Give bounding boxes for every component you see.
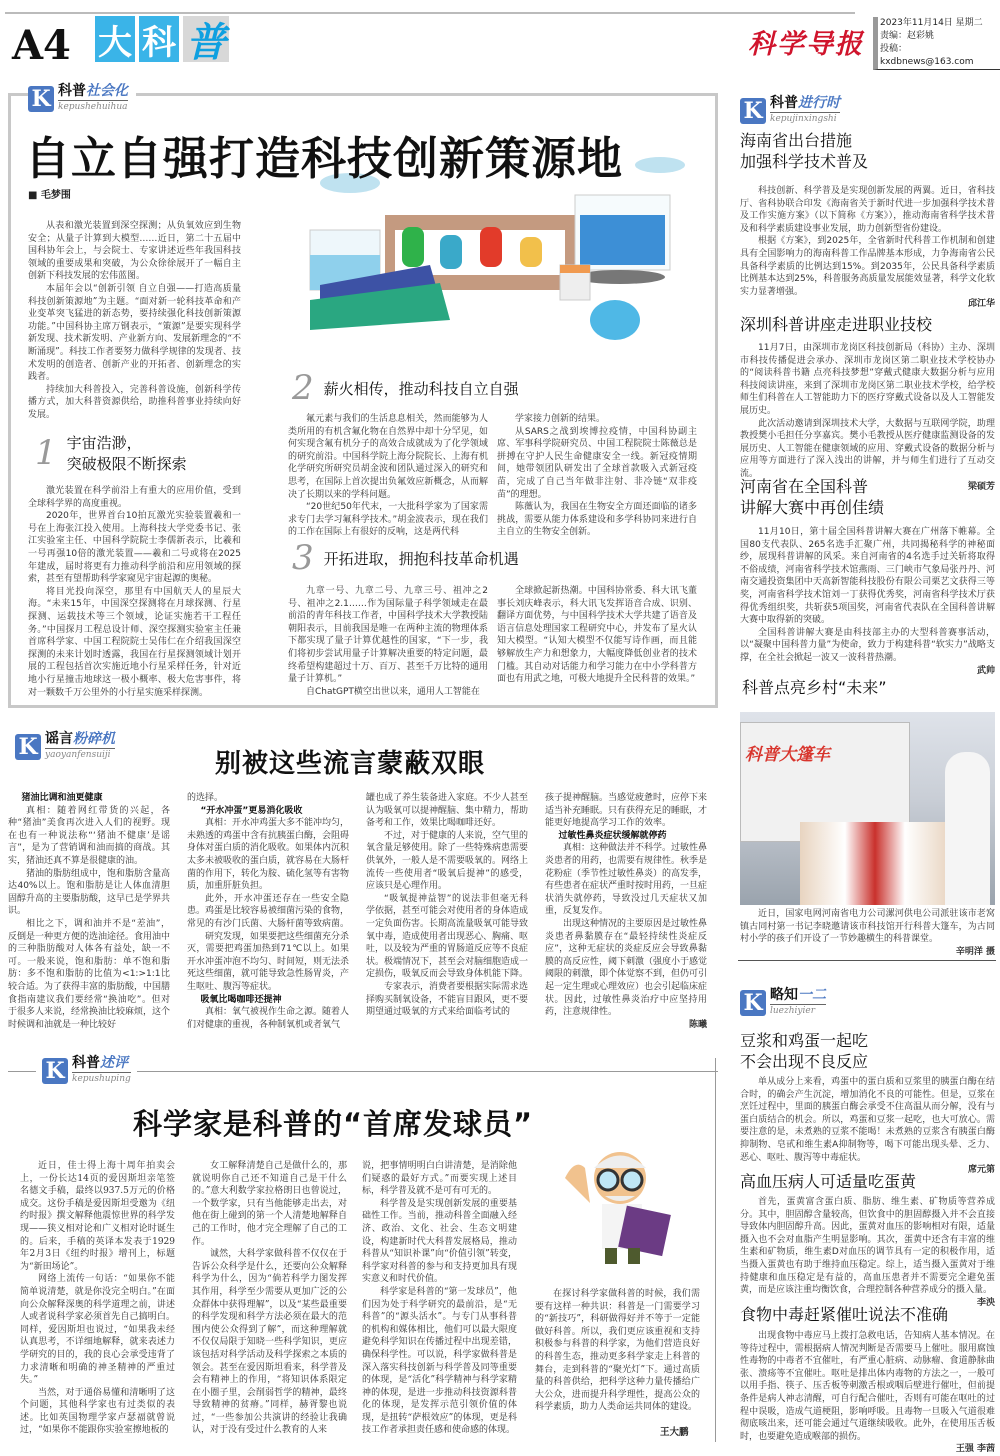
tip-title-soymilk — [740, 1030, 868, 1072]
headline-line: 河南省在全国科普 — [740, 477, 869, 496]
contact-email[interactable]: 投稿：kxdbnews@163.com — [873, 43, 1000, 70]
paragraph: 持续加大科普投入，完善科普设施，创新科学传播方式，加大科普资源供给，助推科普事业持续向好发展。 — [28, 384, 241, 420]
k-logo-icon: K — [740, 98, 766, 124]
commentary-col-3 — [362, 1160, 517, 1437]
rumor-col-1 — [8, 792, 170, 1031]
headline-line: 讲解大赛中再创佳绩 — [740, 498, 885, 517]
editor: 责编：赵彩姚 — [873, 30, 1000, 43]
section-3-col-1 — [288, 585, 488, 698]
photo-caption — [740, 908, 995, 958]
k-logo-icon: K — [28, 86, 54, 112]
photo-news-title: 科普点亮乡村“未来” — [742, 678, 887, 697]
news-title-henan — [740, 476, 884, 518]
paragraph: 真相：这种做法并不科学。过敏性鼻炎患者的用药，也需要有规律性。秋季是花粉症（季节性过敏性鼻炎）的高发季，有些患者在症状严重时按时用药，一旦症状消失就停药，导致没过几天症状又加重，反复发作。 — [545, 843, 708, 917]
news-text-henan — [740, 526, 995, 677]
column-name-accent: 粉碎机 — [73, 731, 115, 747]
intro-text — [28, 220, 241, 422]
paragraph: 学家接力创新的结果。 — [515, 414, 606, 424]
author-signature: 梁硕芳 — [967, 481, 995, 492]
column-name: 科普 — [770, 95, 798, 111]
headline-line: 高血压病人可适量吃蛋黄 — [740, 1172, 917, 1191]
column-header-kepushuping — [36, 1052, 137, 1084]
main-headline: 自立自强打造科技创新策源地 — [25, 132, 624, 185]
section-1-text — [28, 485, 241, 699]
paragraph: 出现这种情况的主要原因是过敏性鼻炎患者鼻黏膜存在“最轻持续性炎症反应”，这种无症状的炎症反应会导致鼻黏膜的高反应性，阈下刺激（强度小于感觉阈限的刺激，即个体觉察不到，但仍可引起一定生理或心理效应）也会引起临床症状。因此，过敏性鼻炎治疗中应坚持用药，注意规律性。 — [545, 918, 708, 1018]
rumor-col-4 — [545, 792, 707, 1031]
column-pinyin: yaoyanfensuiji — [45, 748, 115, 760]
masthead-logo: 科学导报 — [748, 29, 864, 60]
column-name: 科普 — [58, 83, 86, 99]
column-header-kepushehuihua — [28, 80, 136, 112]
issue-date: 2023年11月14日 星期二 — [873, 17, 1000, 30]
author-signature: 李泱 — [976, 1297, 995, 1308]
rumor-heading: “开水冲蛋”更易消化吸收 — [200, 805, 303, 816]
paragraph: 专家表示，消费者要根据实际需求选择购买制氧设备，不能盲目跟风，更不要期望通过吸氧的方式来给面临考试的 — [366, 981, 529, 1018]
k-logo-icon: K — [15, 734, 41, 760]
right-divider — [738, 960, 996, 961]
headline-line: 不会出现不良反应 — [740, 1052, 869, 1071]
paragraph: 本届年会以“创新引领 自立自强——打造高质量科技创新策源地”为主题。“面对新一轮科技革命和产业变革突飞猛进的新态势，要持续强化科技创新策源功能。”中国科协主席万钢表示，“策源”是要实现科学新发现、技术新发明、产业新方向、发展新理念的“不断涌现”。科技工作者要努力做科学规律的发现者、技术发明的创造者、创新产业的开拓者、创新理念的实践者。 — [28, 283, 241, 383]
author-signature: 武帅 — [976, 665, 995, 676]
headline-line: 加强科学技术普及 — [740, 152, 869, 171]
paragraph: 自ChatGPT横空出世以来，通用人工智能在 — [306, 686, 480, 697]
column-pinyin: kepushuping — [72, 1074, 131, 1084]
section-char-2: 科 — [139, 16, 179, 62]
column-name-accent: 述评 — [100, 1055, 128, 1071]
paragraph: 九章一号、九章二号、九章三号、祖冲之2号、祖冲之2.1……作为国际量子科学领域走在最前沿的青年科技工作者，中国科学技术大学教授陆朝阳表示，目前我国是唯一在两种主流的物理体系下都实现了量子计算优越性的国家，“下一步，我们将初步尝试用量子计算解决重要的特定问题，最终希望构建超过十万、百万、甚至千万比特的通用量子计算机。” — [288, 586, 488, 685]
science-caravan-photo — [740, 712, 995, 905]
rumor-headline: 别被这些流言蒙蔽双眼 — [215, 749, 486, 779]
paragraph: 研究发现，如果要把这些细菌充分杀灭，需要把鸡蛋加热到71℃以上。如果开水冲蛋冲泡不均匀、时间短，则无法杀死这些细菌，就可能导致急性肠胃炎，产生呕吐、腹泻等症状。 — [187, 931, 350, 992]
author-signature: 陈曦 — [688, 1019, 707, 1030]
children — [800, 822, 950, 905]
news-title-hainan — [740, 130, 868, 172]
paragraph: 真相：开水冲鸡蛋大多不能冲均匀，未熟透的鸡蛋中含有抗胰蛋白酶，会阻碍身体对蛋白质的消化吸收。如果体内沉积太多未被吸收的蛋白质，就容易在大肠杆菌的作用下，转化为胺、硫化氢等有害物质，加重肝脏负担。 — [187, 818, 350, 892]
paragraph: 11月7日，由深圳市龙岗区科技创新局（科协）主办、深圳市科技传播促进会承办、深圳市龙岗区第二职业技术学校协办的“阅读科普书籍 点亮科技梦想”穿戴式健康大数据分析与应用科技阅读讲座，来到了深圳市龙岗区第二职业技术学校，给学校师生们科普在人工智能助力下的医疗穿戴式设备以及人工智能发展历史。 — [740, 343, 995, 416]
column-name: 科普 — [72, 1055, 100, 1071]
subhead-title: 宇宙浩渺， — [66, 434, 142, 452]
paragraph: 此外，开水冲蛋还存在一些安全隐患。鸡蛋是比较容易被细菌污染的食物，常见的有沙门氏菌、大肠杆菌等致病菌。 — [187, 893, 350, 929]
subhead-title: 开拓进取，拥抱科技革命机遇 — [323, 549, 519, 568]
subhead-number: 2 — [292, 368, 314, 408]
section-2-col-1 — [288, 413, 488, 539]
news-text-shenzhen — [740, 342, 995, 493]
subhead-number: 3 — [292, 538, 314, 578]
paragraph: 此次活动邀请到深圳技术大学，大数据与互联网学院，助理教授樊小毛担任分享嘉宾。樊小毛教授从医疗健康监测设备的发展历史、人工智能在健康领域的应用、穿戴式设备的数据分析与应用等方面进行了深入浅出的讲解，并与师生们进行了互动交流。 — [740, 418, 995, 479]
paragraph: 近日，佳士得上海十周年拍卖会上，一份长达14页的爱因斯坦亲笔签名德文手稿，最终以937.5万元的价格成交。这份手稿是爱因斯坦受邀为《纽约时报》撰文解释他震惊世界的科学发现——狭义相对论和广义相对论时诞生的。后来，手稿的英译本发表于1929年2月3日《纽约时报》增刊上，标题为“新田场论”。 — [20, 1161, 175, 1272]
column-pinyin: kepushehuihua — [58, 102, 128, 112]
commentary-col-1 — [20, 1160, 175, 1437]
paragraph: 首先，蛋黄富含蛋白质、脂肪、维生素、矿物质等营养成分。其中，胆固醇含量较高，但饮食中的胆固醇摄入并不会直接导致体内胆固醇升高。因此，蛋黄对血压的影响相对有限，适量摄入也不会对血脂产生明显影响。其次，蛋黄中还含有丰富的维生素和矿物质，维生素D对血压的调节具有一定的积极作用，适当摄入蛋黄也有助于维持血压稳定。综上，适当摄入蛋黄对于维持健康和血压稳定是有益的，高血压患者并不需要完全避免蛋黄，而是应该注重均衡饮食，合理控制各种营养成分的摄入量。 — [740, 1197, 995, 1296]
rumor-heading: 猪油比调和油更健康 — [21, 793, 103, 803]
rumor-heading: 过敏性鼻炎症状缓解就停药 — [558, 830, 667, 841]
paragraph: 科学普及是实现创新发展的重要基础性工作。当前，推动科普全面融入经济、政治、文化、社会、生态文明建设，构建新时代大科普发展格局，推动科普从“知识补课”向“价值引领”转变，科学家对科普的参与和支持更加具有现实意义和时代价值。 — [362, 1198, 517, 1285]
commentary-headline: 科学家是科普的“首席发球员” — [133, 1107, 534, 1141]
paragraph: 真相：氧气被视作生命之源。随着人们对健康的重视，各种制氧机或者氧气 — [187, 1007, 350, 1030]
paragraph: 相比之下，调和油并不是“差油”，反倒是一种更方便的选油途径。食用油中的三种脂肪酸对人体各有益处，缺一不可。一般来说，饱和脂肪：单不饱和脂肪：多不饱和脂肪的比值为<1:>1:1比较合适。为了获得丰富的脂肪酸，中国膳食指南建议我们要经常“换油吃”。但对于很多人来说，经常换油比较麻烦，这个时候调和油就是一种比较好 — [8, 918, 171, 1030]
column-header-kepujinxingshi — [740, 92, 840, 124]
paragraph: 科学家是科普的“第一发球员”，他们因为处于科学研究的最前沿，是“无科普”的“源头活水”。与专门从事科普的机构和媒体相比，他们可以最大限度避免科学知识在传播过程中出现差错，确保科学性。可以说，科学家做科普是深入落实科技创新与科学普及同等重要的体现，是“活化”科学精神与科学家精神的体现，是进一步推动科技资源科普化的体现，是发挥示范引领价值的体现，是扭转“萨根效应”的体现，更是科技工作者承担责任感和使命感的体现。 — [362, 1286, 517, 1436]
author-signature: 邱江华 — [967, 299, 995, 310]
section-char-1: 大 — [95, 16, 135, 62]
subhead-1 — [35, 432, 187, 474]
paragraph: 从SARS之战到埃博拉疫情，中国科协副主席、军事科学院研究员、中国工程院院士陈薇总是拼搏在守护人民生命健康安全一线。新冠疫情期间，她带领团队研发出了全球首款吸入式新冠疫苗，完成了自己当年做非注射、非冷链“双非疫苗”的理想。 — [497, 426, 697, 500]
column-header-luezhiyier — [740, 984, 826, 1016]
tip-text-soymilk — [740, 1076, 995, 1177]
column-name: 谣言 — [45, 731, 73, 747]
paragraph: 2020年，世界首台10拍瓦激光实验装置羲和一号在上海张江投入使用。上海科技大学党委书记、张江实验室主任、中国科学院院士李儒新表示，比羲和一号再强10倍的激光装置——羲和二号或将在2025年建成，届时将更有力推动科学前沿和应用领域的探索，甚至有望帮助科学家窥见宇宙起源的奥秘。 — [28, 511, 241, 585]
paragraph: 根据《方案》，到2025年，全省新时代科普工作机制和创建具有全国影响力的海南科普工作品牌基本形成，力争海南省公民具备科学素质的比例达到15%。到2035年，公民具备科学素质比例基本达到25%，科普服务高质量发展能效显著，科学文化软实力显著增强。 — [740, 236, 995, 297]
top-rule — [5, 12, 855, 14]
author-signature: 王强 李茜 — [955, 1444, 995, 1455]
section-title-logo — [95, 16, 229, 66]
rumor-col-2 — [187, 792, 349, 1031]
paragraph: 全国科普讲解大赛是由科技部主办的大型科普赛事活动，以“凝聚中国科普力量”为使命，致力于构建科普“软实力”战略支撑，在全社会掀起一波又一波科普热潮。 — [740, 627, 995, 663]
column-name-accent: 一二 — [798, 987, 826, 1003]
paragraph: 激光装置在科学前沿上有重大的应用价值，受到全球科学界的高度重视。 — [28, 486, 241, 509]
rumor-heading: 吸氧比喝咖啡还提神 — [200, 994, 282, 1005]
paragraph: 将目光投向深空，那里有中国航天人的星辰大海。“未来15年，中国深空探测将在月球探测、行星探测、运载技术等三个领域，论证实施若干工程任务。”中国探月工程总设计师、深空探测实验室主任兼首席科学家、中国工程院院士吴伟仁在介绍我国深空探测的未来计划时透露，我国在行星探测领域计划开展的工程包括首次实施近地小行星采样任务，针对近地小行星撞击地球这一极小概率、极大危害事件，将对一颗数千万公里外的小行星实施采样探测。 — [28, 586, 241, 698]
tip-title-poisoning — [740, 1304, 948, 1325]
subhead-2 — [292, 368, 519, 408]
paragraph: 单从成分上来看，鸡蛋中的蛋白质和豆浆里的胰蛋白酶在结合时，的确会产生沉淀，增加消化不良的可能性。但是，豆浆在烹饪过程中，里面的胰蛋白酶会承受不住高温从而分解，没有与蛋白质结合的机会。所以，鸡蛋和豆浆一起吃，也大可放心。需要注意的是，未煮熟的豆浆不能喝！未煮熟的豆浆含有胰蛋白酶抑制物、皂甙和维生素A抑制物等，喝下可能出现头晕、乏力、恶心、呕吐、腹泻等中毒症状。 — [740, 1077, 995, 1163]
paragraph: 猪油的脂肪组成中，饱和脂肪含量高达40%以上。饱和脂肪是让人体血清胆固醇升高的主要脂肪酸，这早已是学界共识。 — [8, 868, 171, 917]
news-text-hainan — [740, 185, 995, 311]
caption-text: 近日，国家电网河南省电力公司漯河供电公司派驻该市老窝镇古同村第一书记李晓邀请该市科技馆开行科普大篷车，为古同村小学的孩子们开设了一节妙趣横生的科普课堂。 — [740, 909, 995, 945]
news-title-shenzhen — [740, 314, 932, 335]
page-number: A4 — [12, 22, 71, 69]
paragraph: 陈薇认为，我国在生物安全方面还面临的诸多挑战，需要从能力体系建设和多学科协同来进行自主自立的生物安全创新。 — [497, 502, 697, 538]
author-signature: 席元第 — [967, 1165, 995, 1176]
byline: ■ 毛梦围 — [28, 190, 71, 201]
paragraph: 说，把事情明明白白讲清楚，是消除他们疑惑的最好方式。”而要实现上述目标，科学普及就不是可有可无的。 — [362, 1161, 517, 1197]
subhead-title: 突破极限不断探索 — [66, 455, 187, 473]
commentary-author: 王大鹏 — [660, 1427, 689, 1438]
paragraph: “20世纪50年代末，一大批科学家为了国家需求专门去学习氟科学技术。”胡金波表示，现在我们的工作在国际上有很好的反响，这是两代科 — [288, 502, 488, 538]
paragraph-continued: 的选择。 — [187, 793, 224, 803]
tip-title-yolk — [740, 1171, 916, 1192]
subhead-number: 1 — [35, 433, 57, 473]
paragraph: 科技创新、科学普及是实现创新发展的两翼。近日，省科技厅、省科协联合印发《海南省关于新时代进一步加强科学技术普及工作实施方案》（以下简称《方案》），推动海南省科学技术普及和科学素质建设事业发展，助力创新型省份建设。 — [740, 186, 995, 234]
paragraph: 在探讨科学家做科普的时候，我们需要有这样一种共识：科普是一门需要学习的“新技巧”，科研做得好并不等于一定能做好科普。所以，我们更应该重视和支持积极参与科普的科学家，为他们营造良好的科普生态，推动更多科学家走上科普的舞台，走到科普的“聚光灯”下。通过高质量的科普供给，把科学这种力量传播给广大公众，进而提升科学理性，提高公众的科学素质，助力人类命运共同体的建设。 — [535, 1289, 700, 1413]
paragraph: 网络上流传一句话：“如果你不能简单说清楚，就是你没完全明白。”在面向公众解释深奥的科学道理之前，讲述人或者说科学家必须首先自己搞明白。同样，爱因斯坦也说过，“如果我未经认真思考，不详细地解释，就来表述力学研究的目的，我的良心会承受违背了力求清晰和明确的神圣精神的严重过失。” — [20, 1274, 175, 1386]
column-name: 略知 — [770, 987, 798, 1003]
column-header-yaoyanfensuiji — [15, 728, 115, 760]
paragraph: 11月10日，第十届全国科普讲解大赛在广州落下帷幕。全国80支代表队、265名选手汇聚广州，共同揭秘科学的神秘面纱，展现科普讲解的风采。来自河南省的4名选手过关斩将取得不俗成绩，河南省科学技术馆燕雨、三门峡市气象局张丹丹、河南交通投资集团中天高新智能科技股份有限公司栗艺文获得三等奖，河南省科学技术馆刘一丁获得优秀奖，河南省科学技术厅获得优秀组织奖，共斩获5项国奖，河南省代表队在全国科普讲解大赛中取得新的突破。 — [740, 527, 995, 626]
paragraph: 全球掀起新热潮。中国科协常委、科大讯飞董事长刘庆峰表示，科大讯飞发挥语音合成、识别、翻译方面优势，与中国科学技术大学共建了语音及语言信息处理国家工程研究中心，并发布了星火认知大模型。“认知大模型不仅能写诗作画，而且能够解放生产力和想象力，大幅度降低创业者的技术门槛。其自动对话能力和学习能力在中小学科普方面也有用武之地，可极大地提升全民科普的效果。” — [497, 586, 697, 685]
subhead-title: 薪火相传，推动科技自立自强 — [323, 379, 519, 398]
paragraph: 当然，对于通俗易懂和清晰明了这个问题，其他科学家也有过类似的表述。比如英国物理学家卢瑟福就曾说过，“如果你不能跟你实验室擦地板的 — [20, 1387, 175, 1436]
k-logo-icon: K — [740, 990, 766, 1016]
paragraph: 女工解释清楚自己是做什么的，那就说明你自己还不知道自己是干什么的。”意大利数学家拉格朗日也曾说过，一个数学家，只有当他能够走出去，对他在街上碰到的第一个人清楚地解释自己的工作时，他才完全理解了自己的工作。 — [192, 1161, 347, 1247]
headline-line: 豆浆和鸡蛋一起吃 — [740, 1031, 869, 1050]
headline-line: 食物中毒赶紧催吐说法不准确 — [740, 1305, 949, 1324]
section-3-col-2 — [497, 585, 697, 686]
commentary-col-2 — [192, 1160, 347, 1437]
paragraph: 出现食物中毒应马上拨打急救电话，告知病人基本情况。在等待过程中，需根据病人情况判断是否需要马上催吐。服用腐蚀性毒物的中毒者不宜催吐，有严重心脏病、动脉瘤、食道静脉曲张、溃疡等不宜催吐。呕吐是排出体内毒物的方法之一，一般可以用手指、筷子、压舌板等刺激舌根或咽后壁进行催吐，但前提条件是病人神志清醒，可自行配合催吐，否则有可能在呕吐的过程中误吸，造成气道梗阻，影响呼吸。且毒物一旦吸入气道很难彻底咳出来，还可能会通过气道继续吸收。此外，在使用压舌板时，也要避免造成喉部的损伤。 — [740, 1331, 995, 1442]
headline-line: 深圳科普讲座走进职业技校 — [740, 315, 933, 334]
paragraph: 诚然，大科学家做科普不仅仅在于告诉公众科学是什么，还要向公众解释科学为什么，因为“倘若科学力图发挥其作用，科学至少需要从更加广泛的公众群体中获得理解”，以及“某些最重要的科学发现和科学方法必须在最大的范围内使公众得到了解”，而这种理解就不仅仅局限于知晓一些科学知识，更应该包括对科学活动及科学探索之本质的领会。甚至在爱因斯坦看来，科学普及会有精神上的作用，“将知识体系限定在小圈子里，会削弱哲学的精神，最终导致精神的贫瘠。”同样，赫胥黎也说过，“一些参加公共演讲的经验让我确认，对于没有受过什么教育的人来 — [192, 1249, 347, 1436]
paragraph-continued: 孩子提神醒脑。当感觉疲惫时，应停下来适当补充睡眠。只有获得充足的睡眠，才能更好地提高学习工作的效率。 — [545, 793, 708, 829]
child-right — [945, 752, 990, 905]
paragraph: “吸氧提神益智”的说法非但毫无科学依据，甚至可能会对使用者的身体造成一定负面伤害。长期高流量吸氧可能导致氧中毒，造成使用者出现恶心、胸痛、呕吐，以及较为严重的胃肠道反应等不良症状。极端情况下，甚至会对脑细胞造成一定损伤，吸氧反而会导致身体机能下降。 — [366, 893, 529, 980]
paragraph: 氟元素与我们的生活息息相关，然而能够为人类所用的有机含氟化物在自然界中却十分罕见，如何实现含氟有机分子的高效合成就成为了化学领域的研究前沿。中国科学院上海分院院长、上海有机化学研究所研究员胡金波和团队通过深入的研究和思考，在国际上首次提出负氟效应新概念，从而解决了长期以来的学科问题。 — [288, 414, 488, 500]
tip-text-poisoning — [740, 1330, 995, 1456]
column-pinyin: luezhiyier — [770, 1004, 826, 1016]
paragraph: 不过，对于健康的人来说，空气里的氧含量足够使用。除了一些特殊病患需要供氧外，一般人是不需要吸氧的。网络上流传一些使用者“吸氧后提神”的感受，应该只是心理作用。 — [366, 830, 529, 892]
section-2-col-2 — [497, 413, 697, 539]
section-char-3: 普 — [183, 16, 229, 62]
commentary-col-4 — [535, 1288, 700, 1414]
rumor-col-3 — [366, 792, 528, 1019]
photo-credit: 辛明洋 摄 — [955, 946, 995, 957]
column-name-accent: 进行时 — [798, 95, 840, 111]
bottom-right-rule — [715, 1058, 716, 1442]
paragraph: 从表和激光装置到深空探测；从负氧效应到生物安全；从量子计算到大模型……近日，第二十五届中国科协年会上，与会院士、专家讲述近些年我国科技领域的重要成果和突破，为公众徐徐展开了一幅自主创新下科技发展的宏伟蓝图。 — [28, 221, 241, 282]
tip-text-yolk — [740, 1196, 995, 1309]
subhead-3 — [292, 538, 519, 578]
issue-info — [873, 17, 1000, 70]
paragraph-continued: 罐也成了养生装备进入家庭。不少人甚至认为吸氧可以提神醒脑、集中精力，帮助备考和工作，效果比喝咖啡还好。 — [366, 793, 529, 829]
column-pinyin: kepujinxingshi — [770, 112, 840, 124]
k-logo-icon: K — [42, 1058, 68, 1084]
column-name-accent: 社会化 — [86, 83, 128, 99]
scientist-cartoon — [550, 1148, 680, 1268]
headline-line: 海南省出台措施 — [740, 131, 853, 150]
paragraph: 真相：随着网红带货的兴起，各种“猪油”美食再次进入人们的视野。现在也有一种说法称“‘猪油不健康’是谣言”，是为了营销调和油而搞的商战。其实，猪油还真不算是很健康的油。 — [8, 805, 170, 866]
caravan-sign: 科普大篷车 — [745, 745, 830, 765]
